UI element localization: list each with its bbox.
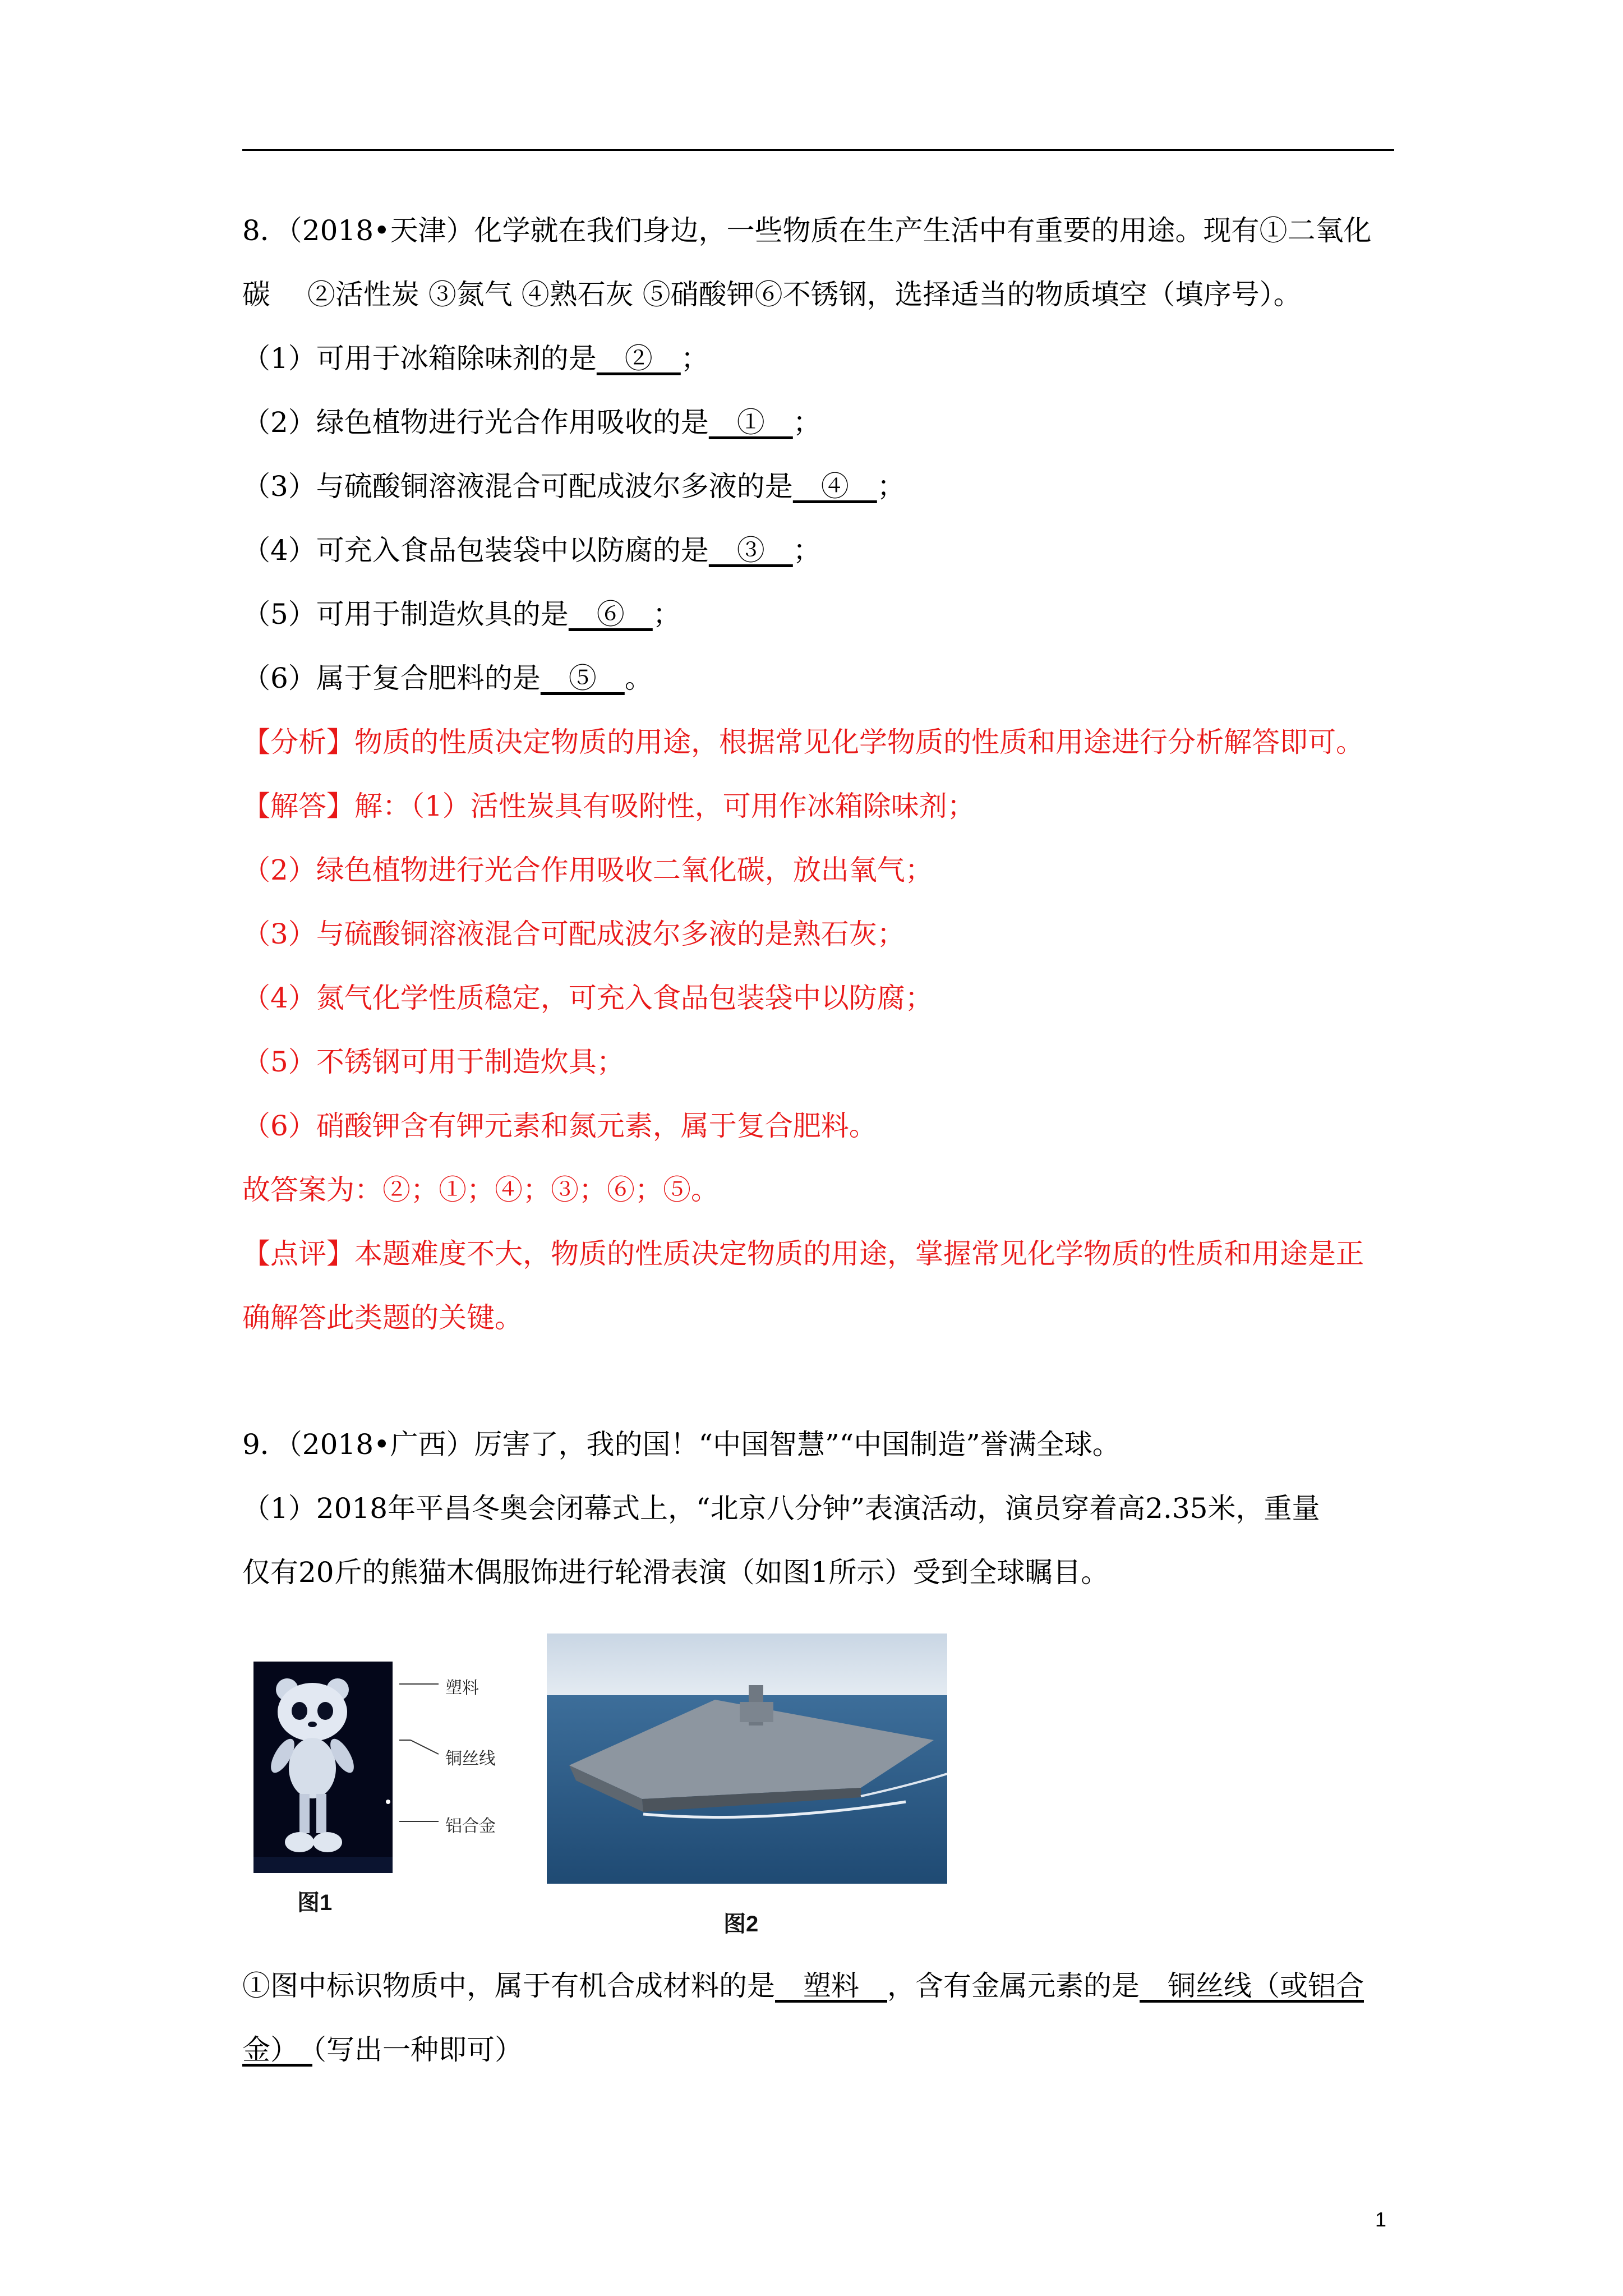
figure-1-label-aluminum-alloy: 铝合金 <box>445 1816 496 1836</box>
q8-solution-4: （4）氮气化学性质稳定，可充入食品包装袋中以防腐； <box>242 982 933 1014</box>
page-number: 1 <box>1375 2208 1387 2231</box>
q9-sub1-line1: ①图中标识物质中，属于有机合成材料的是 塑料 ，含有金属元素的是 铜丝线（或铝合 <box>242 1970 1364 2002</box>
q8-item-2: （2）绿色植物进行光合作用吸收的是 ① ； <box>242 406 821 439</box>
q8-answer-5: ⑥ <box>568 598 653 631</box>
q8-final-answer: 故答案为：②；①；④；③；⑥；⑤。 <box>242 1174 719 1206</box>
q9-part1-line1: （1）2018年平昌冬奥会闭幕式上，“北京八分钟”表演活动，演员穿着高2.35米，重量 <box>242 1492 1320 1525</box>
q9-answer-metal: 铜丝线（或铝合 <box>1140 1970 1364 2002</box>
figure-2-caption: 图2 <box>723 1912 759 1936</box>
q9-answer-synthetic: 塑料 <box>775 1970 887 2002</box>
q8-stem-line2: 碳 ②活性炭 ③氮气 ④熟石灰 ⑤硝酸钾⑥不锈钢，选择适当的物质填空（填序号）。 <box>242 278 1302 311</box>
q8-answer-3: ④ <box>792 470 877 503</box>
figure-1-label-plastic: 塑料 <box>445 1678 479 1698</box>
q8-item-6: （6）属于复合肥料的是 ⑤ 。 <box>242 662 653 694</box>
q8-answer-6: ⑤ <box>540 662 625 694</box>
q8-solution-1: 【解答】解：（1）活性炭具有吸附性，可用作冰箱除味剂； <box>242 790 975 822</box>
q8-item-3: （3）与硫酸铜溶液混合可配成波尔多液的是 ④ ； <box>242 470 905 503</box>
q8-comment-line1: 【点评】本题难度不大，物质的性质决定物质的用途，掌握常见化学物质的性质和用途是正 <box>242 1237 1364 1270</box>
q8-item-4: （4）可充入食品包装袋中以防腐的是 ③ ； <box>242 534 821 567</box>
figure-1-label-copper-wire: 铜丝线 <box>445 1749 496 1769</box>
q8-answer-2: ① <box>708 406 793 439</box>
figure-1-labels <box>399 1662 568 1886</box>
q8-analysis: 【分析】物质的性质决定物质的用途，根据常见化学物质的性质和用途进行分析解答即可。 <box>242 726 1364 758</box>
q9-answer-metal-cont: 金） <box>242 2033 312 2066</box>
q8-stem-line1: 8．（2018•天津）化学就在我们身边，一些物质在生产生活中有重要的用途。现有①二氧化 <box>242 214 1372 247</box>
q9-stem: 9．（2018•广西）厉害了，我的国！“中国智慧”“中国制造”誉满全球。 <box>242 1428 1121 1461</box>
q8-item-1: （1）可用于冰箱除味剂的是 ② ； <box>242 342 709 375</box>
q9-part1-line2: 仅有20斤的熊猫木偶服饰进行轮滑表演（如图1所示）受到全球瞩目。 <box>242 1556 1109 1589</box>
figure-1-caption: 图1 <box>297 1890 333 1915</box>
q8-solution-6: （6）硝酸钾含有钾元素和氮元素，属于复合肥料。 <box>242 1110 877 1142</box>
q8-solution-2: （2）绿色植物进行光合作用吸收二氧化碳，放出氧气； <box>242 854 933 886</box>
header-rule <box>242 149 1394 151</box>
q8-answer-1: ② <box>596 342 681 375</box>
q8-solution-5: （5）不锈钢可用于制造炊具； <box>242 1046 625 1078</box>
q9-sub1-line2: 金） （写出一种即可） <box>242 2033 523 2066</box>
q8-comment-line2: 确解答此类题的关键。 <box>242 1301 523 1334</box>
q8-solution-3: （3）与硫酸铜溶液混合可配成波尔多液的是熟石灰； <box>242 918 905 950</box>
q8-item-5: （5）可用于制造炊具的是 ⑥ ； <box>242 598 681 631</box>
figure-2-aircraft-carrier-image <box>547 1634 947 1884</box>
figure-1-panda-image <box>253 1662 393 1873</box>
q8-answer-4: ③ <box>708 534 793 567</box>
